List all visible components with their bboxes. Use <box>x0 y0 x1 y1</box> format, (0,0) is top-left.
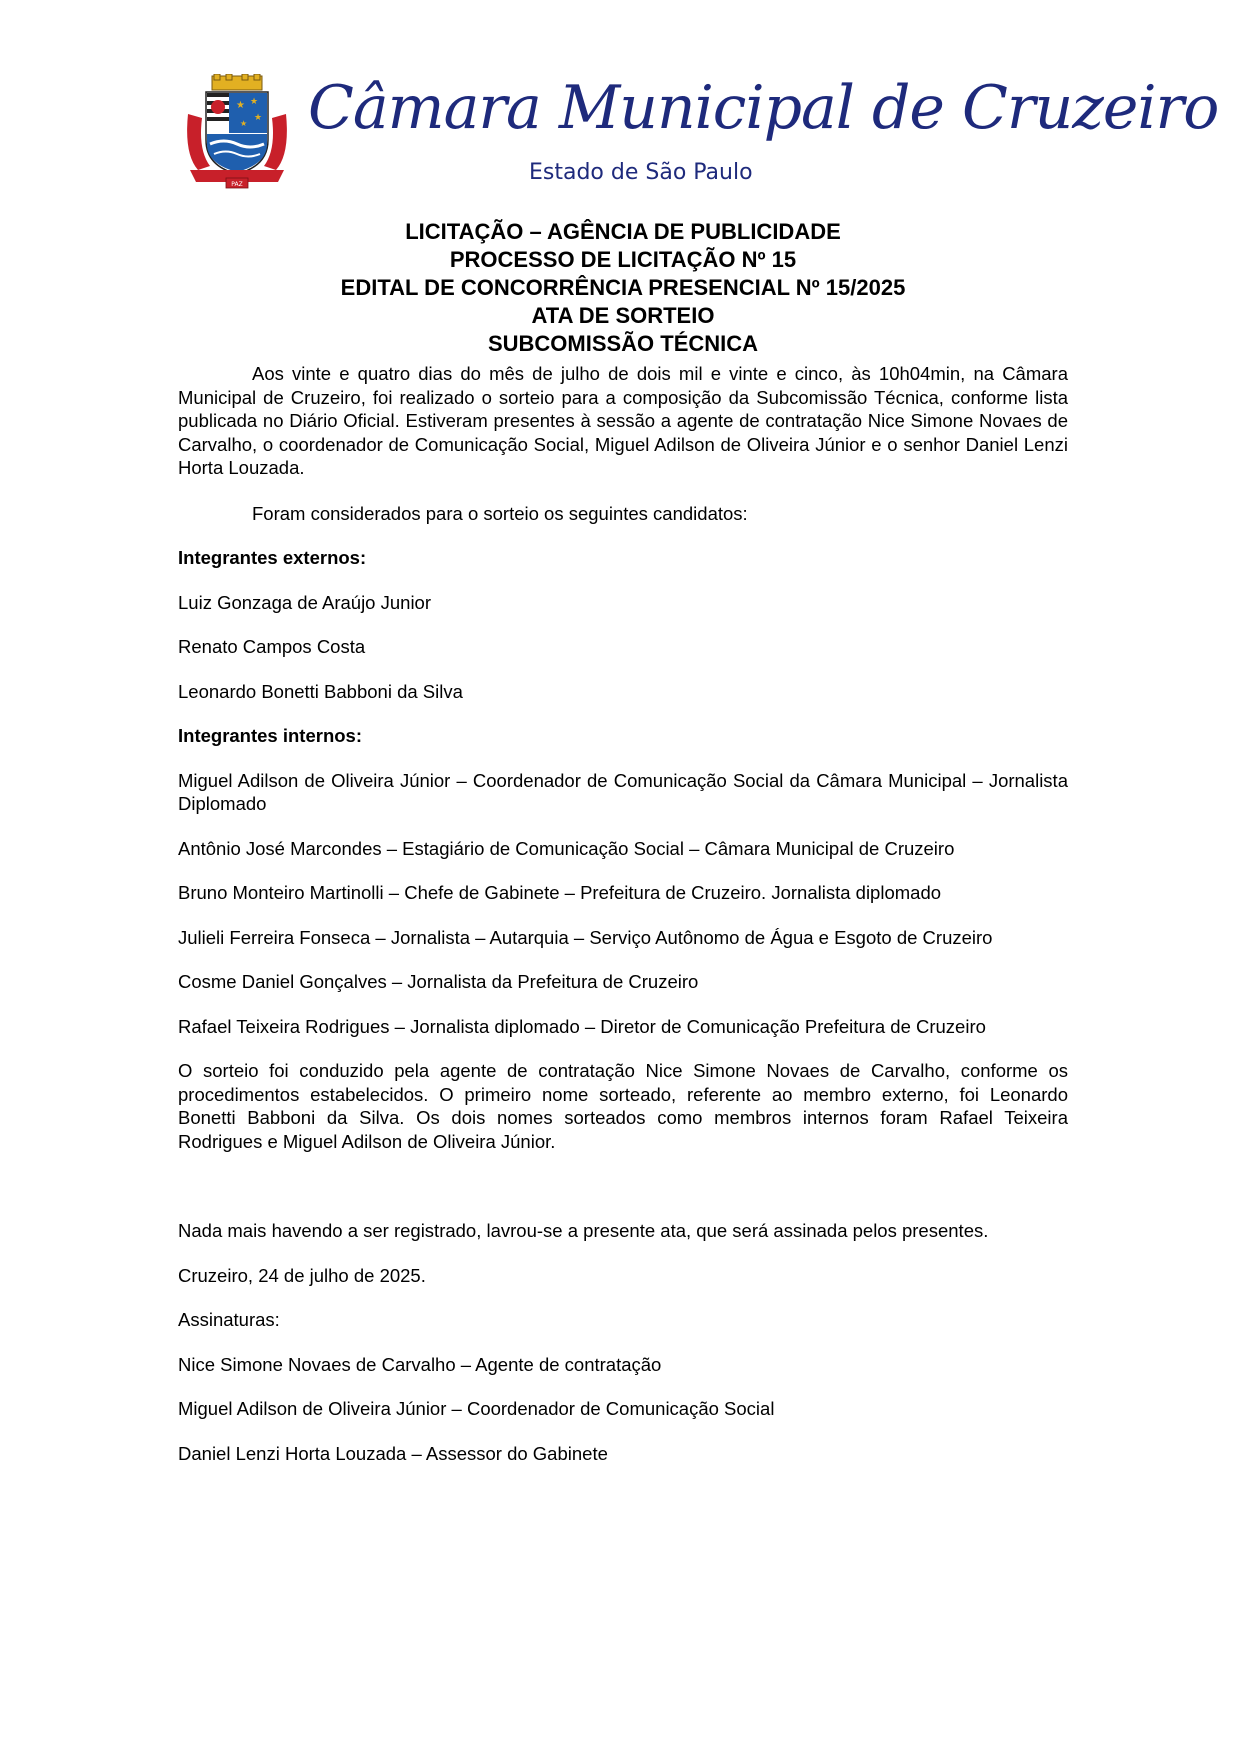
signature-line: Miguel Adilson de Oliveira Júnior – Coordenador de Comunicação Social <box>178 1398 775 1419</box>
list-item: Leonardo Bonetti Babboni da Silva <box>178 680 463 702</box>
result-paragraph: O sorteio foi conduzido pela agente de contratação Nice Simone Novaes de Carvalho, conforme os procedimentos estabelecidos. O primeiro nome sorteado, referente ao membro externo, foi Leonardo Bonetti Babboni da Silva. Os dois nomes sorteados como membros internos foram Rafael Teixeira Rodrigues e Miguel Adilson de Oliveira Júnior. <box>178 1060 1068 1152</box>
title-line-2: PROCESSO DE LICITAÇÃO Nº 15 <box>449 247 797 272</box>
list-item: Renato Campos Costa <box>178 636 366 657</box>
chamber-name: Câmara Municipal de Cruzeiro <box>308 73 1219 143</box>
letterhead <box>184 68 1219 198</box>
signature-line: Nice Simone Novaes de Carvalho – Agente de contratação <box>178 1353 662 1375</box>
document-body <box>178 362 1068 1465</box>
list-item: Cosme Daniel Gonçalves – Jornalista da Prefeitura de Cruzeiro <box>178 971 699 992</box>
internal-members-heading: Integrantes internos: <box>178 725 362 746</box>
list-item: Rafael Teixeira Rodrigues – Jornalista diplomado – Diretor de Comunicação Prefeitura de Cruzeiro <box>178 1015 986 1037</box>
signature-line: Daniel Lenzi Horta Louzada – Assessor do Gabinete <box>178 1442 608 1464</box>
list-item: Julieli Ferreira Fonseca – Jornalista – Autarquia – Serviço Autônomo de Água e Esgoto de Cruzeiro <box>178 926 993 948</box>
svg-text:★: ★ <box>254 113 263 123</box>
list-item: Luiz Gonzaga de Araújo Junior <box>178 591 432 613</box>
title-line-5: SUBCOMISSÃO TÉCNICA <box>487 331 759 356</box>
intro-paragraph: Aos vinte e quatro dias do mês de julho de dois mil e vinte e cinco, às 10h04min, na Câmara Municipal de Cruzeiro, foi realizado o sorteio para a composição da Subcomissão Técnica, conforme lista publicada no Diário Oficial. Estiveram presentes à sessão a agente de contratação Nice Simone Novaes de Carvalho, o coordenador de Comunicação Social, Miguel Adilson de Oliveira Júnior e o senhor Daniel Lenzi Horta Louzada. <box>178 363 1068 478</box>
title-line-3: EDITAL DE CONCORRÊNCIA PRESENCIAL Nº 15/2025 <box>340 275 906 300</box>
municipal-crest-icon <box>184 74 290 190</box>
document-title-block <box>178 218 1068 358</box>
crest-motto: PAZ <box>231 181 243 188</box>
external-members-heading: Integrantes externos: <box>178 547 367 568</box>
considered-paragraph: Foram considerados para o sorteio os seguintes candidatos: <box>252 502 748 524</box>
list-item: Miguel Adilson de Oliveira Júnior – Coordenador de Comunicação Social da Câmara Municipal – Jornalista Diplomado <box>178 769 1068 814</box>
state-name: Estado de São Paulo <box>529 160 753 185</box>
svg-text:★: ★ <box>250 97 259 107</box>
list-item: Antônio José Marcondes – Estagiário de Comunicação Social – Câmara Municipal de Cruzeiro <box>178 837 955 859</box>
svg-text:★: ★ <box>240 119 248 128</box>
signatures-heading: Assinaturas: <box>178 1309 280 1330</box>
list-item: Bruno Monteiro Martinolli – Chefe de Gabinete – Prefeitura de Cruzeiro. Jornalista diplomado <box>178 882 942 903</box>
title-line-4: ATA DE SORTEIO <box>531 303 715 328</box>
title-line-1: LICITAÇÃO – AGÊNCIA DE PUBLICIDADE <box>405 219 841 244</box>
svg-text:★: ★ <box>236 100 245 111</box>
closing-paragraph: Nada mais havendo a ser registrado, lavrou-se a presente ata, que será assinada pelos presentes. <box>178 1220 989 1241</box>
place-date: Cruzeiro, 24 de julho de 2025. <box>178 1264 426 1286</box>
